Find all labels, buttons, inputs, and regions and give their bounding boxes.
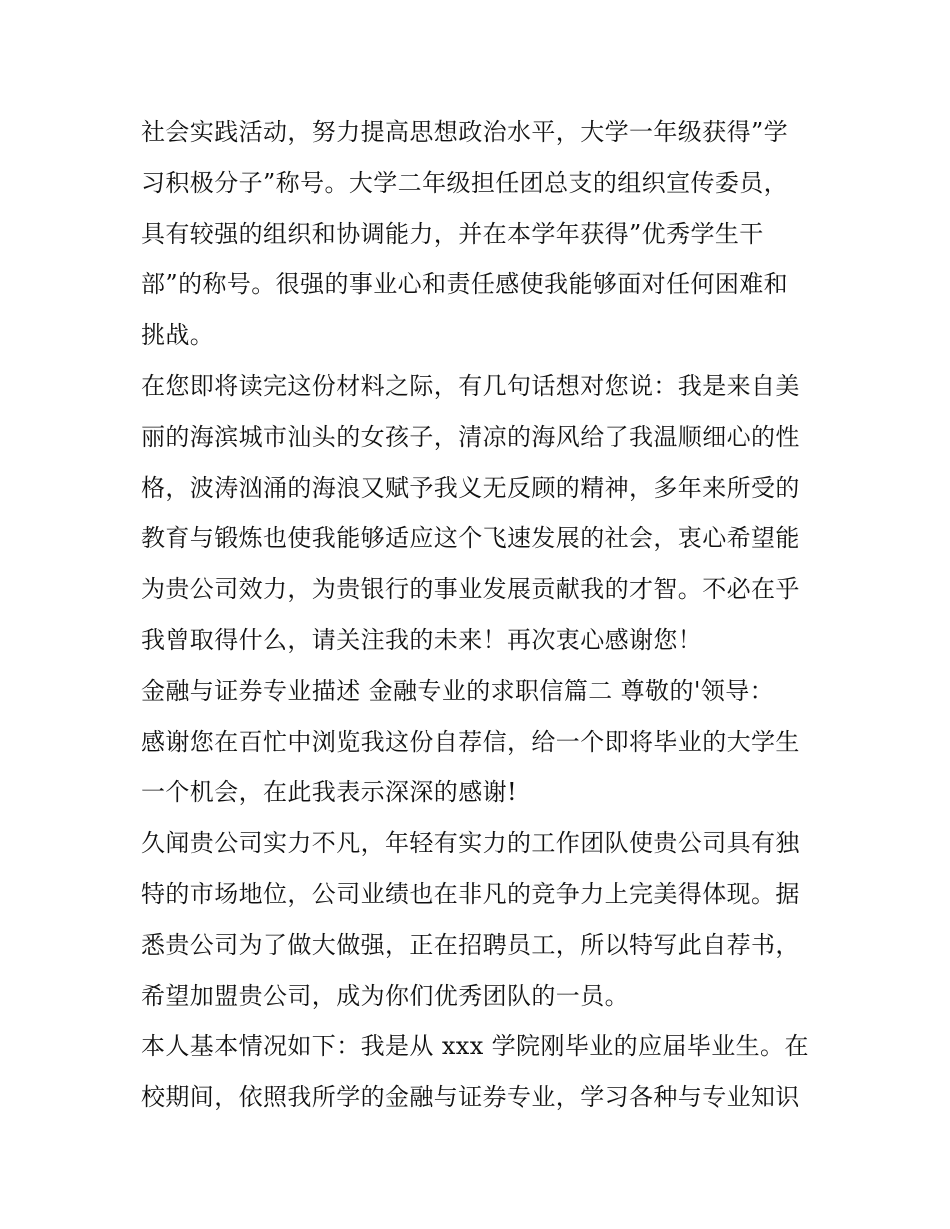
text-line: 丽的海滨城市汕头的女孩子，清凉的海风给了我温顺细心的性 bbox=[141, 422, 800, 451]
text-line: 教育与锻炼也使我能够适应这个飞速发展的社会，衷心希望能 bbox=[141, 524, 800, 553]
text-line: 金融与证券专业描述 金融专业的求职信篇二 尊敬的'领导： bbox=[141, 676, 775, 705]
text-line: 格，波涛汹涌的海浪又赋予我义无反顾的精神，多年来所受的 bbox=[141, 473, 800, 502]
text-line: 本人基本情况如下：我是从 xxx 学院刚毕业的应届毕业生。在 bbox=[141, 1032, 809, 1061]
text-line: 为贵公司效力，为贵银行的事业发展贡献我的才智。不必在乎 bbox=[141, 575, 800, 604]
text-line: 一个机会，在此我表示深深的感谢! bbox=[141, 778, 518, 807]
text-line: 社会实践活动，努力提高思想政治水平，大学一年级获得”学 bbox=[141, 118, 789, 146]
text-line: 悉贵公司为了做大做强，正在招聘员工，所以特写此自荐书， bbox=[141, 930, 800, 959]
text-line: 挑战。 bbox=[141, 321, 215, 350]
text-line: 习积极分子”称号。大学二年级担任团总支的组织宣传委员， bbox=[141, 168, 789, 197]
text-line: 校期间，依照我所学的金融与证券专业，学习各种与专业知识 bbox=[141, 1083, 800, 1112]
text-line: 具有较强的组织和协调能力，并在本学年获得”优秀学生干 bbox=[141, 219, 764, 248]
text-line: 在您即将读完这份材料之际，有几句话想对您说：我是来自美 bbox=[141, 371, 800, 400]
text-line: 久闻贵公司实力不凡，年轻有实力的工作团队使贵公司具有独 bbox=[141, 829, 800, 858]
text-line: 我曾取得什么，请关注我的未来！再次衷心感谢您！ bbox=[141, 625, 703, 654]
text-line: 感谢您在百忙中浏览我这份自荐信，给一个即将毕业的大学生 bbox=[141, 727, 800, 756]
text-line: 部”的称号。很强的事业心和责任感使我能够面对任何困难和 bbox=[141, 270, 789, 299]
body-text bbox=[141, 107, 821, 1123]
text-line: 特的市场地位，公司业绩也在非凡的竞争力上完美得体现。据 bbox=[141, 879, 800, 908]
text-line: 希望加盟贵公司，成为你们优秀团队的一员。 bbox=[141, 981, 629, 1010]
